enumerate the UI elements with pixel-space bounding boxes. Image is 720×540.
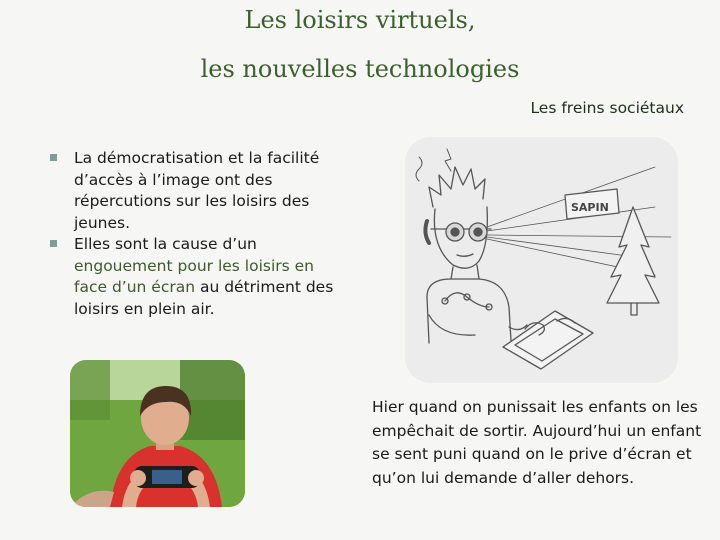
photo-drawing	[70, 360, 245, 507]
caption-text: Hier quand on punissait les enfants on les empêchait de sortir. Aujourd’hui un enfant se sent puni quand on le prive d’écran et qu’on lui demande d’aller dehors.	[372, 398, 702, 487]
bullet-text: La démocratisation et la facilité d’accès à l’image ont des répercutions sur les loisirs des jeunes.	[74, 149, 320, 232]
vr-kid-drawing	[405, 137, 678, 383]
slide-title-line-2: les nouvelles technologies	[200, 55, 520, 83]
slide-subtitle: Les freins sociétaux	[530, 99, 684, 117]
slide-title-line-1: Les loisirs virtuels,	[244, 6, 476, 34]
bullet-list	[46, 148, 346, 320]
bullet-marker-icon	[50, 240, 57, 247]
boy-gaming-photo	[70, 360, 245, 507]
bullet-item	[46, 234, 346, 320]
vr-kid-cartoon	[405, 137, 678, 383]
bullet-text-start: Elles sont la cause d’un	[74, 235, 257, 253]
bullet-text-end: au détriment des loisirs en plein air.	[74, 278, 334, 318]
sign-text: SAPIN	[571, 201, 609, 214]
bullet-item	[46, 148, 346, 234]
bullet-highlight: engouement pour les loisirs en face d’un écran	[74, 256, 315, 296]
bullet-marker-icon	[50, 154, 57, 161]
